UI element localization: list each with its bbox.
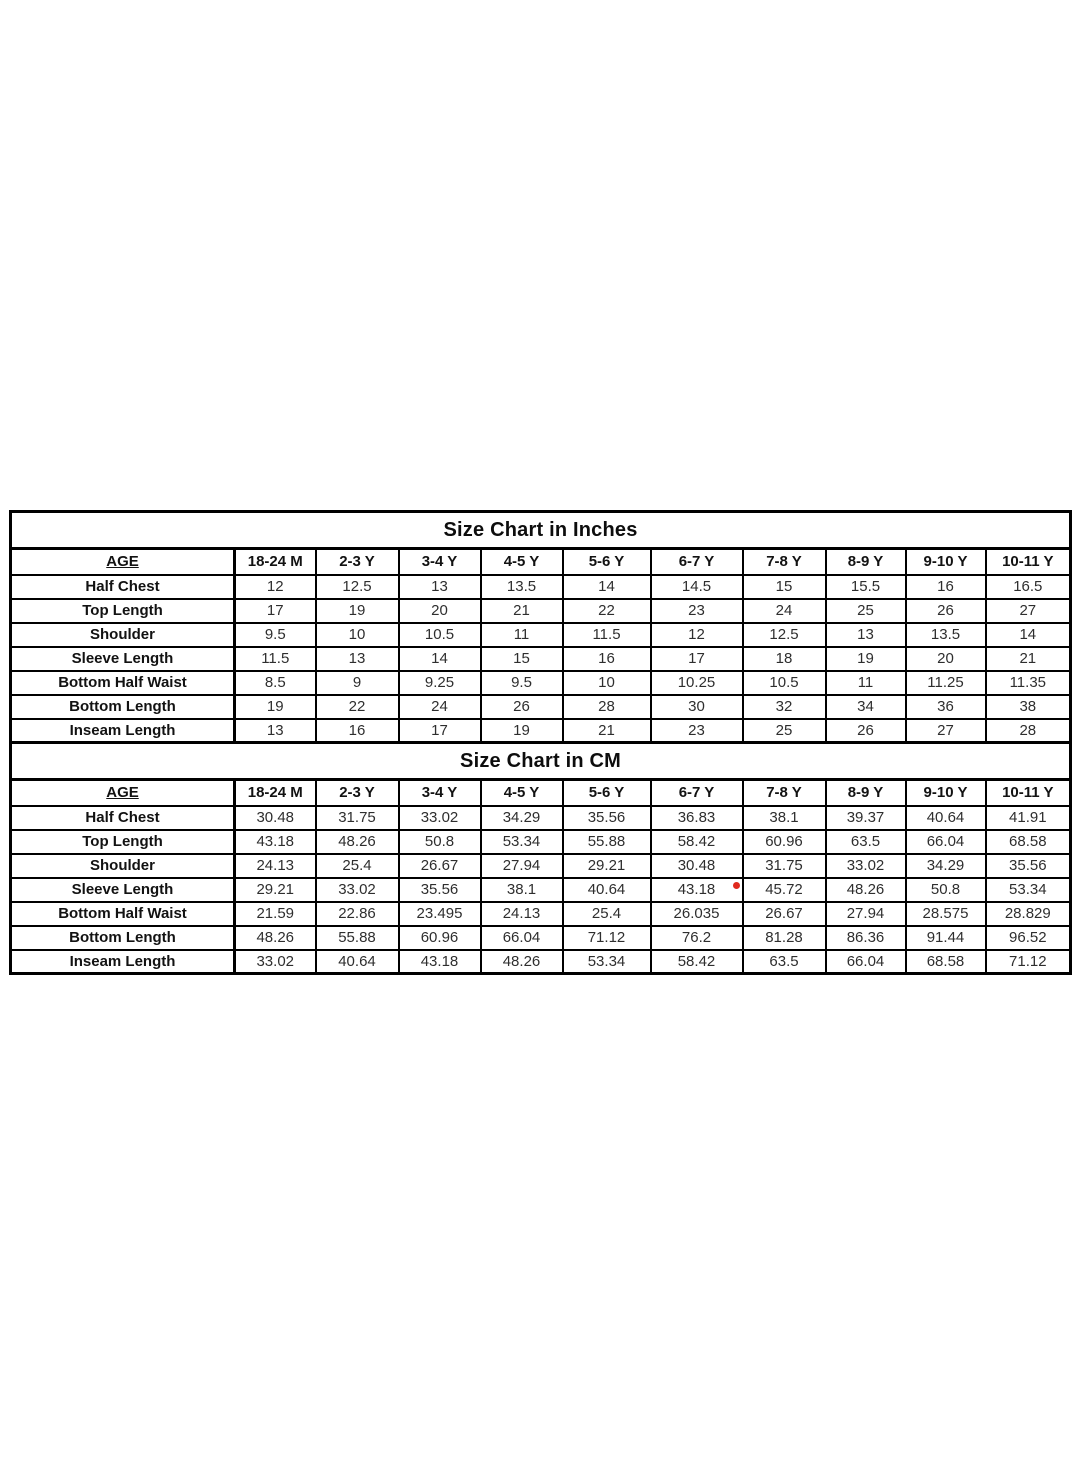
value-cell: 13.5 — [481, 575, 563, 599]
value-cell: 23.495 — [399, 902, 481, 926]
value-cell: 15.5 — [826, 575, 906, 599]
row-label: Bottom Half Waist — [11, 671, 235, 695]
value-cell: 58.42 — [651, 950, 743, 974]
value-cell: 12 — [235, 575, 316, 599]
value-cell: 32 — [743, 695, 826, 719]
size-column-header: 6-7 Y — [651, 780, 743, 806]
value-cell: 13.5 — [906, 623, 986, 647]
value-cell: 40.64 — [906, 806, 986, 830]
table-row — [11, 695, 1071, 719]
value-cell: 66.04 — [481, 926, 563, 950]
value-cell: 48.26 — [235, 926, 316, 950]
value-cell: 15 — [481, 647, 563, 671]
value-cell: 24.13 — [481, 902, 563, 926]
value-cell: 50.8 — [906, 878, 986, 902]
value-cell: 43.18 — [651, 878, 743, 902]
value-cell: 23 — [651, 599, 743, 623]
value-cell: 19 — [316, 599, 399, 623]
table-row — [11, 719, 1071, 743]
value-cell: 24 — [743, 599, 826, 623]
value-cell: 43.18 — [399, 950, 481, 974]
table-row — [11, 854, 1071, 878]
value-cell: 25.4 — [563, 902, 651, 926]
value-cell: 21 — [481, 599, 563, 623]
value-cell: 35.56 — [563, 806, 651, 830]
table-row — [11, 599, 1071, 623]
size-column-header: 6-7 Y — [651, 549, 743, 575]
value-cell: 14 — [563, 575, 651, 599]
value-cell: 21 — [986, 647, 1071, 671]
value-cell: 20 — [399, 599, 481, 623]
size-chart-table — [9, 510, 1072, 975]
value-cell: 10 — [563, 671, 651, 695]
value-cell: 14 — [399, 647, 481, 671]
row-label: Bottom Half Waist — [11, 902, 235, 926]
value-cell: 21.59 — [235, 902, 316, 926]
value-cell: 12.5 — [743, 623, 826, 647]
value-cell: 28.829 — [986, 902, 1071, 926]
value-cell: 27.94 — [826, 902, 906, 926]
value-cell: 91.44 — [906, 926, 986, 950]
value-cell: 11.5 — [563, 623, 651, 647]
value-cell: 10.5 — [399, 623, 481, 647]
value-cell: 25 — [743, 719, 826, 743]
value-cell: 45.72 — [743, 878, 826, 902]
table-row — [11, 671, 1071, 695]
size-column-header: 18-24 M — [235, 780, 316, 806]
value-cell: 9 — [316, 671, 399, 695]
row-label: Inseam Length — [11, 950, 235, 974]
size-column-header: 8-9 Y — [826, 780, 906, 806]
value-cell: 17 — [235, 599, 316, 623]
table-row — [11, 830, 1071, 854]
size-chart-body — [11, 512, 1071, 974]
value-cell: 25 — [826, 599, 906, 623]
value-cell: 18 — [743, 647, 826, 671]
section-title-cm: Size Chart in CM — [11, 743, 1071, 780]
age-header-inches: AGE — [11, 549, 235, 575]
size-column-header: 3-4 Y — [399, 780, 481, 806]
value-cell: 53.34 — [481, 830, 563, 854]
value-cell: 10.5 — [743, 671, 826, 695]
row-label: Sleeve Length — [11, 647, 235, 671]
value-cell: 96.52 — [986, 926, 1071, 950]
size-column-header: 9-10 Y — [906, 780, 986, 806]
row-label: Shoulder — [11, 623, 235, 647]
value-cell: 14 — [986, 623, 1071, 647]
table-row — [11, 878, 1071, 902]
value-cell: 71.12 — [563, 926, 651, 950]
value-cell: 33.02 — [399, 806, 481, 830]
row-label: Shoulder — [11, 854, 235, 878]
size-column-header: 2-3 Y — [316, 780, 399, 806]
value-cell: 39.37 — [826, 806, 906, 830]
size-column-header: 10-11 Y — [986, 780, 1071, 806]
value-cell: 26.035 — [651, 902, 743, 926]
value-cell: 34.29 — [481, 806, 563, 830]
value-cell: 16.5 — [986, 575, 1071, 599]
value-cell: 63.5 — [743, 950, 826, 974]
value-cell: 19 — [481, 719, 563, 743]
value-cell: 16 — [563, 647, 651, 671]
value-cell: 22.86 — [316, 902, 399, 926]
value-cell: 22 — [563, 599, 651, 623]
value-cell: 48.26 — [481, 950, 563, 974]
value-cell: 30 — [651, 695, 743, 719]
value-cell: 9.5 — [235, 623, 316, 647]
value-cell: 40.64 — [563, 878, 651, 902]
value-cell: 31.75 — [316, 806, 399, 830]
value-cell: 27 — [986, 599, 1071, 623]
value-cell: 11 — [481, 623, 563, 647]
value-cell: 15 — [743, 575, 826, 599]
value-cell: 26.67 — [399, 854, 481, 878]
value-cell: 13 — [826, 623, 906, 647]
value-cell: 24.13 — [235, 854, 316, 878]
value-cell: 81.28 — [743, 926, 826, 950]
value-cell: 58.42 — [651, 830, 743, 854]
value-cell: 53.34 — [986, 878, 1071, 902]
row-label: Half Chest — [11, 806, 235, 830]
value-cell: 22 — [316, 695, 399, 719]
row-label: Sleeve Length — [11, 878, 235, 902]
value-cell: 38.1 — [743, 806, 826, 830]
table-row — [11, 926, 1071, 950]
size-column-header: 5-6 Y — [563, 549, 651, 575]
value-cell: 11.5 — [235, 647, 316, 671]
value-cell: 12.5 — [316, 575, 399, 599]
value-cell: 33.02 — [235, 950, 316, 974]
row-label: Inseam Length — [11, 719, 235, 743]
value-cell: 16 — [906, 575, 986, 599]
value-cell: 19 — [235, 695, 316, 719]
value-cell: 55.88 — [563, 830, 651, 854]
value-cell: 9.25 — [399, 671, 481, 695]
value-cell: 33.02 — [316, 878, 399, 902]
size-column-header: 7-8 Y — [743, 780, 826, 806]
value-cell: 34 — [826, 695, 906, 719]
table-row — [11, 950, 1071, 974]
value-cell: 20 — [906, 647, 986, 671]
value-cell: 11.25 — [906, 671, 986, 695]
value-cell: 27.94 — [481, 854, 563, 878]
value-cell: 30.48 — [235, 806, 316, 830]
value-cell: 71.12 — [986, 950, 1071, 974]
value-cell: 35.56 — [399, 878, 481, 902]
value-cell: 14.5 — [651, 575, 743, 599]
value-cell: 26 — [906, 599, 986, 623]
value-cell: 66.04 — [906, 830, 986, 854]
value-cell: 68.58 — [906, 950, 986, 974]
size-column-header: 8-9 Y — [826, 549, 906, 575]
table-row — [11, 902, 1071, 926]
row-label: Top Length — [11, 599, 235, 623]
row-label: Bottom Length — [11, 926, 235, 950]
value-cell: 28.575 — [906, 902, 986, 926]
value-cell: 26 — [481, 695, 563, 719]
value-cell: 40.64 — [316, 950, 399, 974]
value-cell: 13 — [316, 647, 399, 671]
value-cell: 60.96 — [399, 926, 481, 950]
row-label: Half Chest — [11, 575, 235, 599]
value-cell: 86.36 — [826, 926, 906, 950]
table-row — [11, 806, 1071, 830]
value-cell: 16 — [316, 719, 399, 743]
value-cell: 28 — [563, 695, 651, 719]
value-cell: 28 — [986, 719, 1071, 743]
value-cell: 31.75 — [743, 854, 826, 878]
size-column-header: 3-4 Y — [399, 549, 481, 575]
table-row — [11, 623, 1071, 647]
value-cell: 9.5 — [481, 671, 563, 695]
value-cell: 10.25 — [651, 671, 743, 695]
value-cell: 41.91 — [986, 806, 1071, 830]
value-cell: 36 — [906, 695, 986, 719]
value-cell: 8.5 — [235, 671, 316, 695]
value-cell: 53.34 — [563, 950, 651, 974]
value-cell: 12 — [651, 623, 743, 647]
row-label: Bottom Length — [11, 695, 235, 719]
value-cell: 13 — [235, 719, 316, 743]
value-cell: 43.18 — [235, 830, 316, 854]
value-cell: 11 — [826, 671, 906, 695]
comment-marker-dot — [733, 882, 740, 889]
value-cell: 35.56 — [986, 854, 1071, 878]
value-cell: 76.2 — [651, 926, 743, 950]
value-cell: 29.21 — [563, 854, 651, 878]
value-cell: 29.21 — [235, 878, 316, 902]
value-cell: 25.4 — [316, 854, 399, 878]
table-row — [11, 575, 1071, 599]
value-cell: 10 — [316, 623, 399, 647]
value-cell: 55.88 — [316, 926, 399, 950]
size-column-header: 4-5 Y — [481, 780, 563, 806]
value-cell: 63.5 — [826, 830, 906, 854]
value-cell: 68.58 — [986, 830, 1071, 854]
section-title-inches: Size Chart in Inches — [11, 512, 1071, 549]
age-header-cm: AGE — [11, 780, 235, 806]
value-cell: 50.8 — [399, 830, 481, 854]
size-column-header: 2-3 Y — [316, 549, 399, 575]
table-row — [11, 647, 1071, 671]
size-column-header: 10-11 Y — [986, 549, 1071, 575]
value-cell: 26 — [826, 719, 906, 743]
value-cell: 33.02 — [826, 854, 906, 878]
value-cell: 38.1 — [481, 878, 563, 902]
value-cell: 26.67 — [743, 902, 826, 926]
value-cell: 11.35 — [986, 671, 1071, 695]
value-cell: 19 — [826, 647, 906, 671]
value-cell: 13 — [399, 575, 481, 599]
value-cell: 34.29 — [906, 854, 986, 878]
size-column-header: 4-5 Y — [481, 549, 563, 575]
value-cell: 17 — [651, 647, 743, 671]
value-cell: 17 — [399, 719, 481, 743]
size-column-header: 5-6 Y — [563, 780, 651, 806]
value-cell: 24 — [399, 695, 481, 719]
value-cell: 30.48 — [651, 854, 743, 878]
value-cell: 27 — [906, 719, 986, 743]
size-column-header: 7-8 Y — [743, 549, 826, 575]
value-cell: 23 — [651, 719, 743, 743]
value-cell: 36.83 — [651, 806, 743, 830]
value-cell: 48.26 — [316, 830, 399, 854]
size-column-header: 18-24 M — [235, 549, 316, 575]
value-cell: 38 — [986, 695, 1071, 719]
value-cell: 48.26 — [826, 878, 906, 902]
value-cell: 21 — [563, 719, 651, 743]
row-label: Top Length — [11, 830, 235, 854]
value-cell: 66.04 — [826, 950, 906, 974]
size-column-header: 9-10 Y — [906, 549, 986, 575]
value-cell: 60.96 — [743, 830, 826, 854]
